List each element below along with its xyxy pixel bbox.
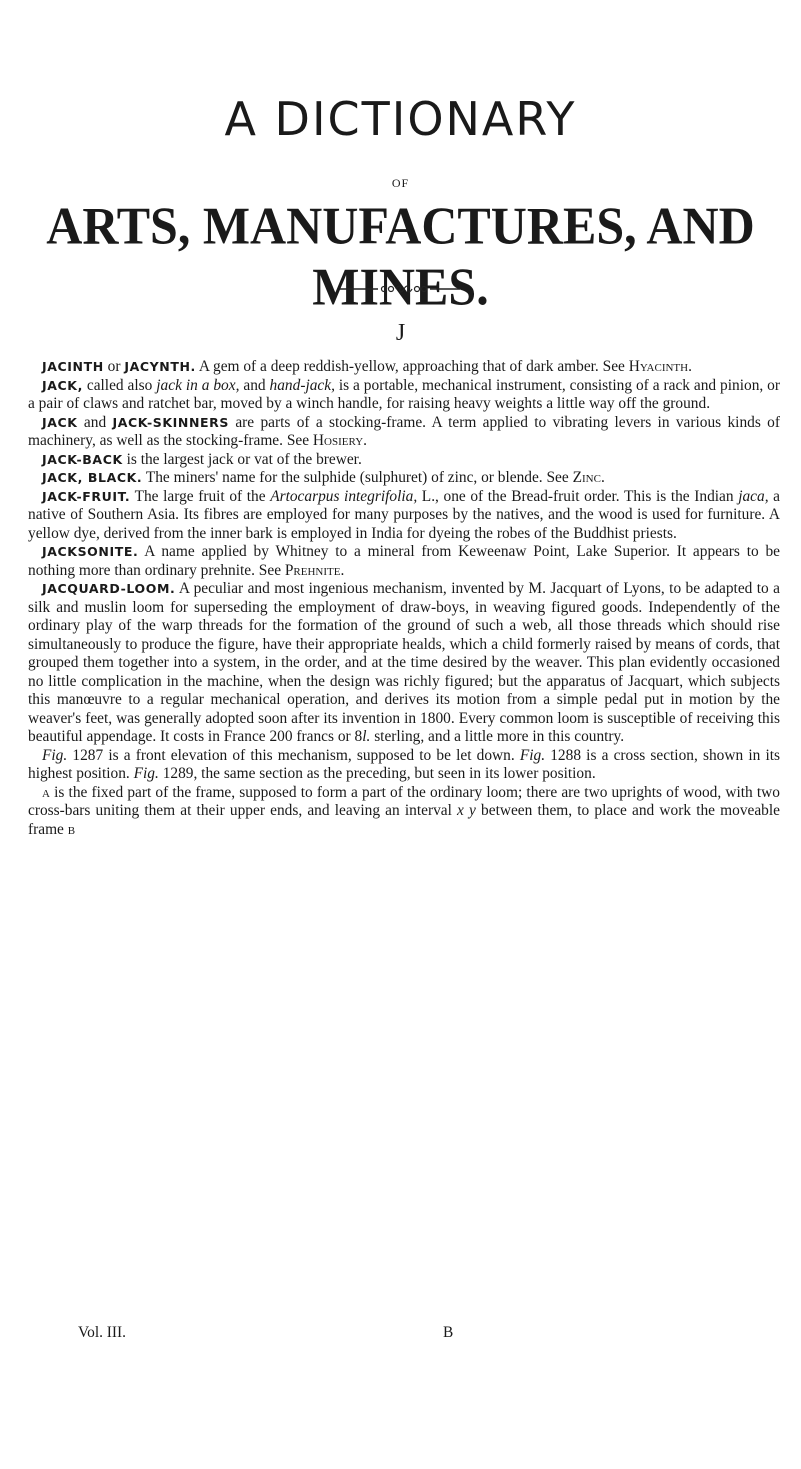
entry-jack-back: JACK-BACK is the largest jack or vat of the brewer. (42, 450, 362, 468)
headword: JACK (42, 414, 78, 430)
headword: JACK-BACK (42, 451, 123, 467)
signature-mark: B (443, 1324, 454, 1341)
page-subtitle: ARTS, MANUFACTURES, AND MINES. (46, 196, 755, 316)
entry-jack-fruit: JACK-FRUIT. The large fruit of the Artocarpus integrifolia, L., one of the Bread-fruit order. This is the Indian jaca, a native of Southern Asia. Its fibres are employed for many purposes by the natives, and the wood is used for furniture. A yellow dye, derived from the inner bark is employed in India for dyeing the robes of the Buddhist priests. (28, 487, 781, 542)
volume-label: Vol. III. (78, 1324, 127, 1341)
headword: JACINTH (42, 359, 104, 374)
entry-jack-black: JACK, BLACK. The miners' name for the sulphide (sulphuret) of zinc, or blende. See Zinc. (42, 469, 605, 486)
headword: JACK-FRUIT. (42, 488, 131, 504)
section-letter: J (395, 320, 406, 346)
headword: JACKSONITE. (42, 544, 139, 559)
entry-jack: JACK, called also jack in a box, and hand-jack, is a portable, mechanical instrument, consisting of a rack and pinion, or a pair of claws and ratchet bar, moved by a winch handle, for raising heavy weights a little way off the ground. (28, 376, 780, 412)
headword: JACK, BLACK. (42, 470, 143, 485)
entry-figure-description: Fig. 1287 is a front elevation of this mechanism, supposed to be let down. Fig. 1288 is a cross section, shown in its highest position. Fig. 1289, the same section as the preceding, but seen in its lower position. (28, 746, 780, 782)
entry-jacinth: JACINTH or JACYNTH. A gem of a deep reddish-yellow, approaching that of dark amber. See Hyacinth. (42, 358, 692, 375)
entry-jacquard-loom: JACQUARD-LOOM. A peculiar and most ingenious mechanism, invented by M. Jacquart of Lyons, to be adapted to a silk and muslin loom for superseding the employment of draw-boys, in weaving figured goods. Independently of the ordinary play of the warp threads for the formation of the ground of such a web, all those threads which should rise simultaneously to produce the figure, have their appropriate healds, which a child formerly raised by means of cords, that grouped them together into a system, in the order, and at the time desired by the weaver. This plan evidently occasioned no little complication in the machine, when the design was richly figured; but the apparatus of Jacquart, which subjects this manœuvre to a regular mechanical operation, and derives its motion from a simple pedal put in motion by the weaver's feet, was generally adopted soon after its invention in 1800. Every common loom is susceptible of receiving this beautiful appendage. It costs in France 200 francs or 8l. sterling, and a little more in this country. (28, 580, 780, 745)
headword: JACQUARD-LOOM. (42, 581, 176, 596)
entry-jacksonite: JACKSONITE. A name applied by Whitney to a mineral from Keweenaw Point, Lake Superior. It appears to be nothing more than ordinary prehnite. See Prehnite. (28, 543, 780, 579)
dictionary-entries (28, 358, 780, 839)
page-title: A DICTIONARY (224, 92, 577, 146)
cross-reference: Hosiery (312, 432, 364, 449)
headword: JACK-SKINNERS (112, 414, 230, 430)
title-connector: OF (391, 176, 410, 190)
headword: JACYNTH. (124, 359, 196, 374)
decorative-rule-ornament-icon (340, 284, 460, 294)
page-footer (78, 1324, 578, 1342)
headword: JACK, (42, 377, 83, 393)
entry-frame-description: a is the fixed part of the frame, supposed to form a part of the ordinary loom; there are two uprights of wood, with two cross-bars uniting them at their upper ends, and leaving an interval x y between them, to place and work the moveable frame b (28, 783, 780, 838)
entry-jack-skinners: JACK and JACK-SKINNERS are parts of a stocking-frame. A term applied to vibrating levers in various kinds of machinery, as well as the stocking-frame. See Hosiery. (28, 413, 780, 449)
cross-reference: Zinc (572, 469, 601, 486)
cross-reference: Hyacinth (628, 358, 689, 375)
cross-reference: Prehnite (284, 561, 341, 579)
